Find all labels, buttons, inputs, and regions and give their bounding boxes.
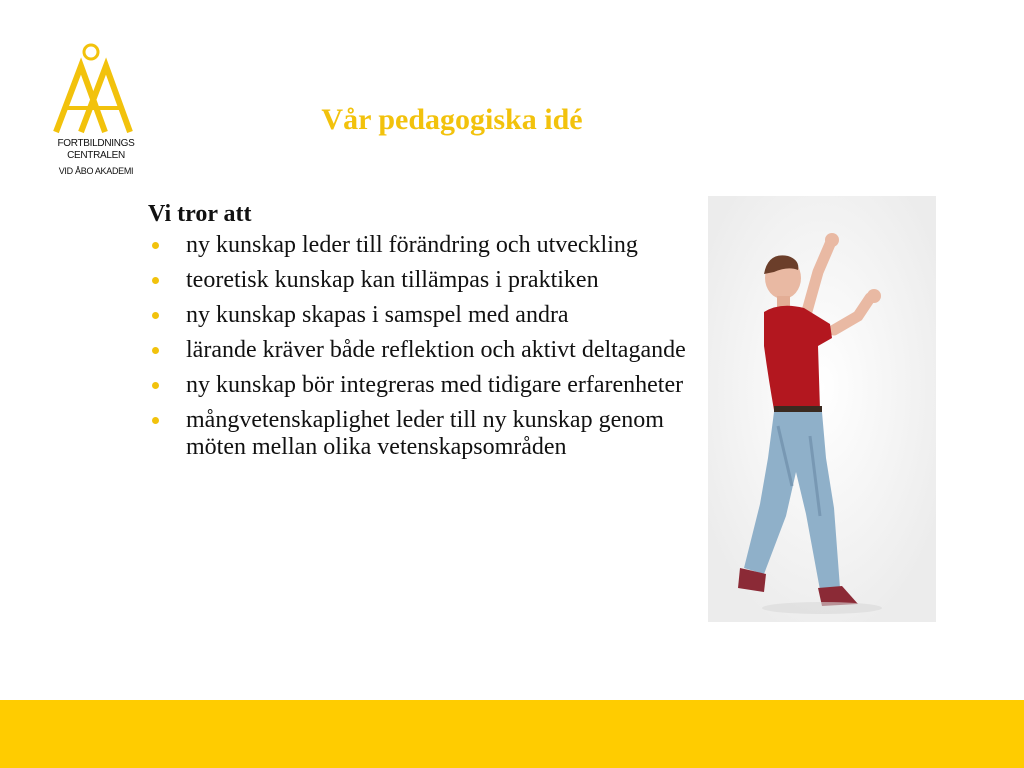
bullet-dot-icon [152,312,159,319]
bullet-dot-icon [152,242,159,249]
logo-line-3: VID ÅBO AKADEMI [58,166,134,176]
bullet-list [148,232,693,461]
bullet-item: ny kunskap bör integreras med tidigare erfarenheter [148,372,693,399]
slide-title: Vår pedagogiska idé [321,103,583,136]
slide-body [148,198,693,469]
logo-text [46,138,146,177]
bullet-item: ny kunskap leder till förändring och utveckling [148,232,693,259]
bullet-dot-icon [152,347,159,354]
bullet-dot-icon [152,417,159,424]
logo-line-2: CENTRALEN [67,150,125,161]
bullet-dot-icon [152,277,159,284]
person-illustration-icon [708,196,936,622]
bullet-item: ny kunskap skapas i samspel med andra [148,302,693,329]
bullet-item: lärande kräver både reflektion och aktivt deltagande [148,337,693,364]
bullet-item: teoretisk kunskap kan tillämpas i praktiken [148,267,693,294]
bullet-dot-icon [152,382,159,389]
footer-band [0,700,1024,768]
bullet-item: mångvetenskaplighet leder till ny kunskap genom möten mellan olika vetenskapsområden [148,407,693,461]
person-photo [708,196,936,622]
logo-line-1: FORTBILDNINGS [57,138,135,149]
intro-heading: Vi tror att [148,201,252,227]
